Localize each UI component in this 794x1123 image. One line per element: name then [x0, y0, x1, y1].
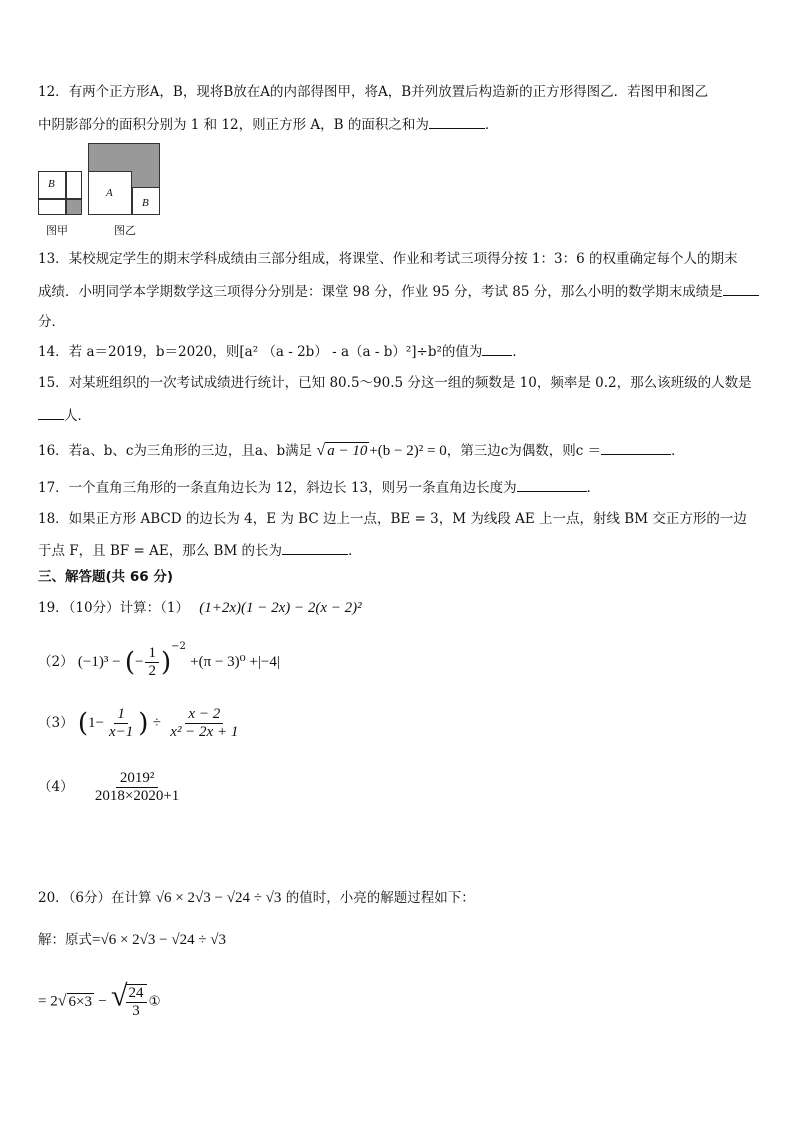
q19-p3-frac2	[167, 706, 241, 741]
figure-yi-label-b: B	[142, 197, 149, 209]
q19-p2-a: (−1)³ −	[77, 654, 121, 670]
paren-open: (	[124, 647, 135, 678]
q19-p2-exp: −2	[171, 640, 186, 652]
q12-figure	[38, 143, 168, 238]
q13-text: 成绩．小明同学本学期数学这三项得分分别是：课堂 98 分，作业 95 分，考试 85 分，那么小明的数学期末成绩是	[38, 284, 723, 300]
figure-yi-label-a: A	[106, 187, 113, 199]
frac-denominator: 3	[132, 1003, 140, 1019]
q16-end: ．	[671, 443, 685, 459]
q17-line	[38, 477, 600, 498]
q12-line2	[38, 114, 498, 135]
figure-jia-side-rect	[66, 171, 82, 199]
answer-blank-14[interactable]	[482, 341, 512, 356]
answer-blank-17[interactable]	[517, 477, 587, 492]
q16-radicand: a − 10	[327, 443, 368, 459]
figure-jia-label-b: B	[48, 178, 55, 190]
q20-sol-label: 解：原式	[38, 932, 92, 948]
q16-math: √ a − 10 +(b − 2)² = 0	[316, 442, 447, 459]
q14-text: 14．若 a＝2019，b＝2020，则[a² （a - 2b） - a（a - b）²]÷b²的值为	[38, 344, 483, 360]
section-3-title: 三、解答题(共 66 分)	[38, 569, 174, 585]
q12-end: ．	[484, 117, 499, 133]
q16-line	[38, 440, 685, 461]
answer-blank-16[interactable]	[601, 440, 671, 455]
q20-expr: √6 × 2√3 − √24 ÷ √3	[155, 890, 282, 906]
figure-jia-shade	[66, 199, 82, 215]
q20-intro-end: 的值时，小亮的解题过程如下：	[285, 890, 475, 906]
q20-sol-line2-a: = 2	[38, 993, 58, 1010]
q19-p2-frac	[145, 645, 159, 680]
q17-text: 17．一个直角三角形的一条直角边长为 12，斜边长 13，则另一条直角边长度为	[38, 480, 517, 496]
q20-line1	[38, 888, 475, 908]
q18-line2	[38, 540, 362, 561]
q15-line1: 15．对某班组织的一次考试成绩进行统计，已知 80.5～90.5 分这一组的频数是 10，频率是 0.2，那么该班级的人数是	[38, 375, 752, 391]
q16-post: ，第三边c为偶数，则c ＝	[446, 443, 602, 459]
q20-sol-line2-b: −	[98, 993, 107, 1010]
q15-line2	[38, 405, 91, 426]
frac-numerator: 24	[126, 985, 147, 1003]
q14-end: ．	[512, 344, 526, 360]
q19-line1	[38, 598, 362, 618]
answer-blank-12[interactable]	[429, 114, 485, 129]
sqrt-sign-large: √	[111, 979, 128, 1013]
q19-part2	[38, 640, 280, 680]
frac-numerator: x − 2	[185, 706, 223, 724]
answer-blank-15[interactable]	[38, 405, 64, 420]
q12-line1: 12．有两个正方形A，B，现将B放在A的内部得图甲，将A，B并列放置后构造新的正方形得图乙．若图甲和图乙	[38, 84, 709, 100]
figure-jia-caption: 图甲	[46, 224, 68, 237]
frac-denominator: x−1	[109, 724, 134, 740]
q16-post-math: +(b − 2)² = 0	[369, 443, 447, 459]
q17-end: ．	[586, 480, 601, 496]
paren-close: )	[138, 708, 149, 739]
q19-p2-b: +(π − 3)⁰ +|−4|	[190, 654, 280, 670]
q18-text: 于点 F，且 BF = AE，那么 BM 的长为	[38, 543, 283, 559]
q19-p2-label: （2）	[38, 654, 74, 670]
q20-sol-line1: =√6 × 2√3 − √24 ÷ √3	[92, 932, 227, 948]
frac-numerator: 1	[145, 645, 159, 663]
q12-text: 中阴影部分的面积分别为 1 和 12，则正方形 A，B 的面积之和为	[38, 117, 429, 133]
q18-line1: 18．如果正方形 ABCD 的边长为 4，E 为 BC 边上一点，BE = 3，M 为线段 AE 上一点，射线 BM 交正方形的一边	[38, 511, 747, 527]
q20-intro: 20．（6分）在计算	[38, 890, 152, 906]
q16-pre: 16．若a、b、c为三角形的三边，且a、b满足	[38, 443, 313, 459]
paren-open: (	[77, 708, 89, 739]
q20-sol-radicand: 6×3	[68, 993, 92, 1010]
q19-p4-label: （4）	[38, 779, 74, 795]
sqrt-sign: √	[57, 992, 67, 1010]
answer-blank-13[interactable]	[723, 281, 759, 296]
q19-part4	[38, 770, 184, 805]
minus-sign: −	[135, 654, 144, 670]
q20-sol-mark: ①	[148, 993, 161, 1010]
q19-p3-one: 1−	[88, 715, 105, 731]
q19-p4-frac	[92, 770, 182, 805]
q13-line3: 分．	[38, 314, 65, 330]
q20-solution-line2	[38, 979, 161, 1020]
frac-denominator: 2	[148, 663, 156, 679]
frac-numerator: 1	[114, 706, 128, 724]
q20-sol-frac	[126, 984, 147, 1020]
frac-denominator: 2018×2020+1	[94, 788, 180, 804]
q19-p3-label: （3）	[38, 715, 74, 731]
frac-numerator: 2019²	[116, 770, 159, 788]
q13-line2	[38, 281, 759, 302]
paren-close: )	[160, 647, 172, 678]
q19-p3-frac1	[106, 706, 136, 741]
q14-line	[38, 341, 526, 362]
q13-line1: 13．某校规定学生的期末学科成绩由三部分组成，将课堂、作业和考试三项得分按 1：3：6 的权重确定每个人的期末	[38, 251, 738, 267]
figure-jia-bottom-rect	[38, 199, 66, 215]
q20-solution-line1	[38, 930, 226, 950]
answer-blank-18[interactable]	[282, 540, 348, 555]
q19-expr1: (1+2x)(1 − 2x) − 2(x − 2)²	[199, 600, 362, 616]
q15-text: 人．	[64, 408, 91, 424]
q19-part3	[38, 706, 243, 741]
figure-yi-caption: 图乙	[114, 224, 136, 237]
q18-end: ．	[348, 543, 362, 559]
frac-denominator: x² − 2x + 1	[170, 724, 239, 740]
q19-intro: 19．（10分）计算：（1）	[38, 600, 189, 616]
q19-p3-div: ÷	[152, 715, 161, 731]
